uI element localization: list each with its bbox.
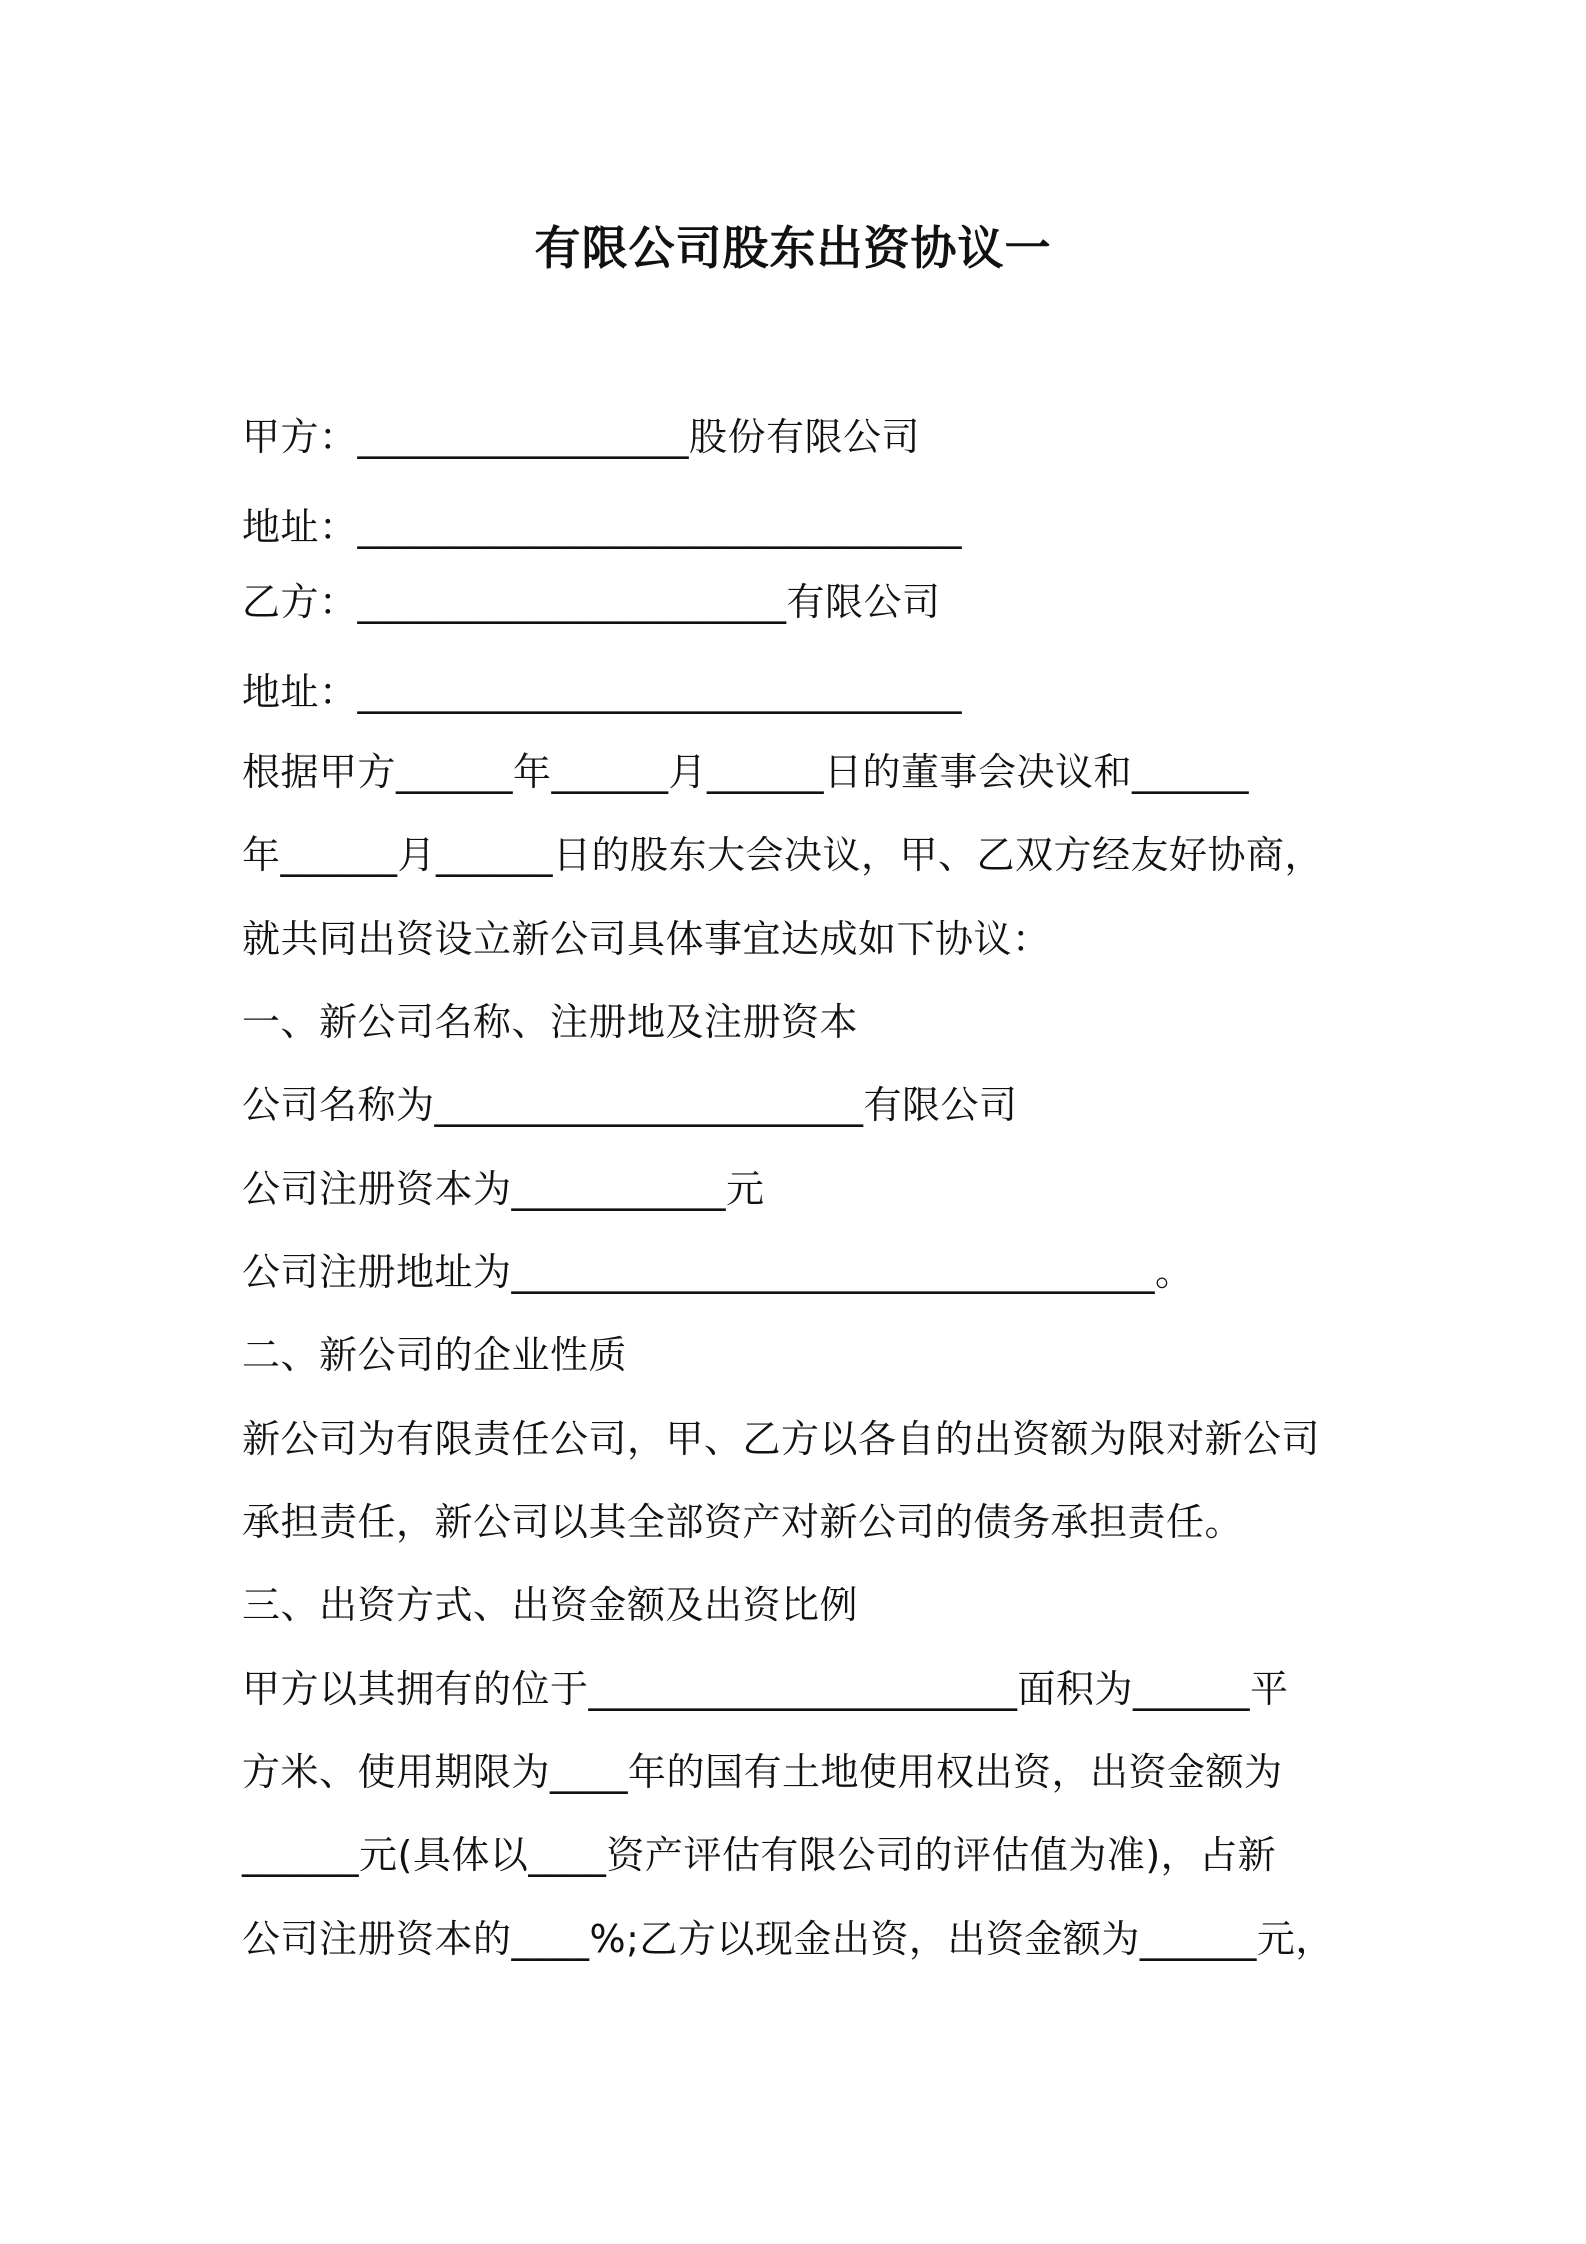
party-b-address-line: 地址：_______________________________ (242, 670, 963, 714)
party-a-line: 甲方：_________________股份有限公司 (242, 415, 921, 459)
document-title: 有限公司股东出资协议一 (534, 221, 1052, 275)
body-line-9: 公司注册资本的____%;乙方以现金出资，出资金额为______元， (242, 1917, 1334, 1961)
company-name-line: 公司名称为______________________有限公司 (242, 1083, 1018, 1127)
body-line-6: 甲方以其拥有的位于______________________面积为______平 (242, 1667, 1289, 1711)
body-line-1: 根据甲方______年______月______日的董事会决议和______ (242, 750, 1250, 794)
section-heading-1: 一、新公司名称、注册地及注册资本 (242, 1000, 859, 1044)
body-line-4: 新公司为有限责任公司，甲、乙方以各自的出资额为限对新公司 (242, 1417, 1321, 1461)
body-line-5: 承担责任，新公司以其全部资产对新公司的债务承担责任。 (242, 1500, 1244, 1544)
body-line-7: 方米、使用期限为____年的国有土地使用权出资，出资金额为 (242, 1750, 1283, 1794)
party-b-line: 乙方：______________________有限公司 (242, 580, 941, 624)
body-line-8: ______元(具体以____资产评估有限公司的评估值为准)，占新 (242, 1833, 1277, 1877)
body-line-3: 就共同出资设立新公司具体事宜达成如下协议： (242, 917, 1051, 961)
section-heading-3: 三、出资方式、出资金额及出资比例 (242, 1583, 859, 1627)
registered-capital-line: 公司注册资本为___________元 (242, 1167, 765, 1211)
section-heading-2: 二、新公司的企业性质 (242, 1333, 628, 1377)
body-line-2: 年______月______日的股东大会决议，甲、乙双方经友好协商， (242, 833, 1324, 877)
registered-address-line: 公司注册地址为_________________________________。 (242, 1250, 1194, 1294)
party-a-address-line: 地址：_______________________________ (242, 505, 963, 549)
